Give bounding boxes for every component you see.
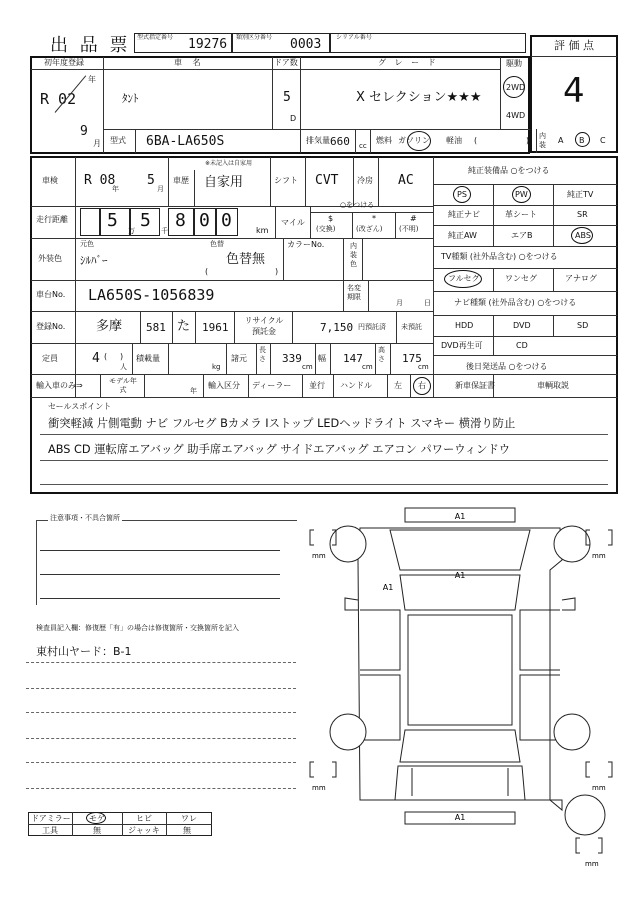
fuel-diesel: 軽油 <box>446 136 462 145</box>
recycle-label: リサイクル預託金 <box>244 316 284 336</box>
recycle-unpaid: 未預託 <box>401 323 422 331</box>
sen-unit: 千 <box>161 227 168 235</box>
spare-wheel <box>565 795 605 835</box>
equip-leather: 革シート <box>505 210 537 219</box>
length-unit: cm <box>302 363 313 371</box>
reg-class: 581 <box>146 321 166 334</box>
handle-label: ハンドル <box>340 381 372 390</box>
history-label: 車歴 <box>173 176 189 185</box>
first-reg-label: 初年度登録 <box>44 58 84 67</box>
car-name: ﾀﾝﾄ <box>122 92 139 105</box>
mm-fr: mm <box>592 552 606 560</box>
reg-no-label: 登録No. <box>36 322 66 331</box>
equip-navi: 純正ナビ <box>448 210 480 219</box>
door-type: D <box>290 114 297 123</box>
mark-windshield: A1 <box>454 571 466 580</box>
grade-value: 4 <box>563 71 585 111</box>
inspection-month-unit: 月 <box>157 185 164 193</box>
drive-label: 駆動 <box>506 59 522 68</box>
mm-rl: mm <box>312 784 326 792</box>
roof <box>408 615 512 725</box>
mileage-digit-3: 0 <box>199 210 210 231</box>
form-title: 出 品 票 <box>50 35 131 56</box>
navi-hdd: HDD <box>455 321 474 330</box>
year-unit: 年 <box>88 75 96 84</box>
tv-fullseg-circle <box>444 270 482 288</box>
chassis-label: 車台No. <box>36 290 66 299</box>
model-no: 19276 <box>188 37 228 52</box>
hood <box>390 530 530 570</box>
shift-value: CVT <box>315 173 339 188</box>
mileage-digit-0: 5 <box>107 210 118 231</box>
right-front-door <box>520 610 560 670</box>
mileage-box-0 <box>80 208 100 236</box>
equip-abs: ABS <box>575 231 591 240</box>
orig-color-label: 元色 <box>80 240 94 248</box>
import-type-label: 輸入区分 <box>208 381 240 390</box>
navi-sd: SD <box>577 321 589 330</box>
tamper-symbol: * <box>372 214 376 223</box>
fuel-gasoline: ガソリン <box>398 136 430 145</box>
model-year-unit: 年 <box>190 387 197 395</box>
shift-label: シフト <box>274 176 298 185</box>
parallel-label: 並行 <box>309 381 325 390</box>
table-tool-value: 無 <box>93 826 101 835</box>
oem-label: 純正装備品 ○をつける <box>468 166 550 175</box>
displacement-label: 排気量 <box>306 136 330 145</box>
interior-a: A <box>558 136 564 145</box>
inspection-label: 車検 <box>42 176 58 185</box>
interior-b: B <box>579 136 585 145</box>
tv-oneseg: ワンセグ <box>505 274 537 283</box>
left-mirror <box>345 598 358 610</box>
interior-b-circle <box>575 132 590 147</box>
equip-aw: 純正AW <box>448 231 477 240</box>
title-expiry-label: 名変期限 <box>347 284 361 301</box>
capacity-paren-close: ) <box>120 352 124 361</box>
km-unit: km <box>256 226 269 235</box>
sales-line-2: ABS CD 運転席エアバッグ 助手席エアバッグ サイドエアバッグ エアコン パワーウィンドウ <box>48 443 511 456</box>
swap-symbol: $ <box>328 214 334 223</box>
category-no: 0003 <box>290 37 322 52</box>
table-tool: 工具 <box>42 826 58 835</box>
spec-label: 諸元 <box>231 354 247 363</box>
sales-line-1: 衝突軽減 片側電動 ナビ フルセグ Bカメラ Iストップ LEDヘッドライト スマキー 横滑り防止 <box>48 417 516 430</box>
navi-dvd-play: DVD再生可 <box>441 341 483 350</box>
inspector-label: 検査員記入欄：修復歴「有」の場合は修復箇所・交換箇所を記入 <box>36 624 239 632</box>
first-reg-era: R 02 <box>40 90 77 108</box>
height-value: 175 <box>402 352 422 365</box>
doors-label: ドア数 <box>274 58 298 67</box>
grade-name: X セレクション★★★ <box>356 90 482 105</box>
grade-name-label: グ レ ー ド <box>378 58 439 67</box>
table-jack: ジャッキ <box>128 826 160 835</box>
car-name-label: 車 名 <box>174 58 205 67</box>
color-no-label: カラーNo. <box>287 240 325 249</box>
width-label: 幅 <box>318 354 326 363</box>
mark-left-front: A1 <box>382 583 394 592</box>
delivery-manual: 車輌取説 <box>537 381 569 390</box>
table-ware: ワレ <box>181 814 197 823</box>
equip-pw-circle <box>512 186 531 203</box>
model-type-label: 型式 <box>110 136 126 145</box>
equip-tv: 純正TV <box>567 190 594 199</box>
right-mirror <box>562 598 575 610</box>
equip-pw: PW <box>515 190 528 199</box>
tv-type-label: TV種類 (社外品含む) ○をつける <box>441 252 558 261</box>
tamper-label: (改ざん) <box>356 225 383 233</box>
chassis-no: LA650S-1056839 <box>88 286 215 304</box>
equip-ps-circle <box>453 186 471 203</box>
orig-color: ｼﾙﾊﾞｰ <box>80 254 108 267</box>
wheel-rear-left <box>330 714 366 750</box>
unknown-label: (不明) <box>399 225 419 233</box>
capacity-paren-open: ( <box>104 352 108 361</box>
wheel-front-left <box>330 526 366 562</box>
repaint-paren-open: ( <box>205 267 209 276</box>
fuel-circle <box>407 131 431 151</box>
tv-analog: アナログ <box>565 274 597 283</box>
inspection-year-unit: 年 <box>112 185 119 193</box>
mile-label: マイル <box>281 218 305 227</box>
load-label: 積載量 <box>136 354 160 363</box>
left-label: 左 <box>394 381 402 390</box>
serial-label: シリアル番号 <box>336 34 372 41</box>
right-label: 右 <box>418 381 426 390</box>
equip-sr: SR <box>577 210 588 219</box>
height-unit: cm <box>418 363 429 371</box>
inspection-month: 5 <box>147 173 155 188</box>
navi-type-label: ナビ種類 (社外品含む) ○をつける <box>454 298 577 307</box>
fuel-paren-open: ( <box>474 136 478 145</box>
person-unit: 人 <box>120 363 127 371</box>
left-front-door <box>360 610 400 670</box>
length-value: 339 <box>282 352 302 365</box>
table-hibi: ヒビ <box>136 814 152 823</box>
car-damage-diagram <box>300 500 630 900</box>
model-no-label: 型式指定番号 <box>137 34 174 41</box>
table-moge: モゲ <box>89 814 105 823</box>
mm-rr: mm <box>592 784 606 792</box>
mileage-label: 走行距離 <box>36 215 68 224</box>
fuel-paren-close: ) <box>526 136 530 145</box>
history-note: ※未記入は自家用 <box>205 160 253 167</box>
fuel-label: 燃料 <box>376 136 392 145</box>
unknown-symbol: # <box>410 214 417 223</box>
ac-value: AC <box>398 173 414 188</box>
recycle-amount: 7,150 <box>320 321 354 334</box>
category-label: 類別区分番号 <box>236 34 273 41</box>
equip-ps: PS <box>457 190 467 199</box>
width-value: 147 <box>343 352 363 365</box>
width-unit: cm <box>362 363 373 371</box>
wheel-front-right <box>554 526 590 562</box>
wheel-rear-right <box>554 714 590 750</box>
height-label: 高さ <box>378 346 385 363</box>
model-year-label: モデル年式 <box>109 377 137 394</box>
repaint-paren-close: ) <box>275 267 279 276</box>
mileage-digit-2: 8 <box>175 210 186 231</box>
reg-number: 1961 <box>202 321 229 334</box>
displacement: 660 <box>330 135 350 148</box>
windshield <box>400 575 520 610</box>
drive-2wd-circle <box>503 76 525 98</box>
repaint-label: 色替 <box>210 240 224 248</box>
man-unit: 万 <box>128 227 135 235</box>
caution-label: 注意事項・不具合箇所 <box>50 514 120 522</box>
interior-c: C <box>600 136 606 145</box>
kg-unit: kg <box>212 363 221 371</box>
caution-box <box>36 520 297 605</box>
table-moge-circle <box>86 812 106 824</box>
inspector-note: 東村山ヤード：B-1 <box>36 645 132 658</box>
grade-label: 評 価 点 <box>554 39 594 52</box>
mark-front: A1 <box>454 512 466 521</box>
swap-label: (交換) <box>316 225 336 233</box>
length-label: 長さ <box>259 346 266 363</box>
inspection-date: R 08 <box>84 173 116 188</box>
reg-kana: た <box>177 319 191 334</box>
dealer-label: ディーラー <box>252 381 292 390</box>
table-mirror: ドアミラー <box>31 814 71 823</box>
history-value: 自家用 <box>204 175 244 190</box>
equip-abs-circle <box>571 227 593 244</box>
tv-fullseg: フルセグ <box>448 274 480 283</box>
delivery-warranty: 新車保証書 <box>455 381 495 390</box>
repaint-value: 色替無 <box>226 252 266 267</box>
import-label: 輸入車のみ⇒ <box>36 381 83 390</box>
navi-cd: CD <box>516 341 528 350</box>
tailgate-hinge <box>412 768 508 796</box>
title-expiry-day: 日 <box>424 299 431 307</box>
interior-color-label: 内装色 <box>350 242 357 268</box>
tailgate <box>395 766 525 800</box>
capacity-label: 定員 <box>42 354 58 363</box>
table-jack-value: 無 <box>183 826 191 835</box>
mileage-digit-4: 0 <box>221 210 232 231</box>
right-circle <box>413 377 431 395</box>
rear-window <box>400 730 520 762</box>
mm-fl: mm <box>312 552 326 560</box>
first-reg-month: 9 <box>80 124 88 139</box>
model-type: 6BA-LA650S <box>146 134 225 149</box>
sales-label: セールスポイント <box>48 402 112 411</box>
ac-label: 冷房 <box>357 176 373 185</box>
doors-value: 5 <box>283 90 291 105</box>
capacity-value: 4 <box>92 351 100 366</box>
delivery-label: 後日発送品 ○をつける <box>466 362 548 371</box>
month-unit: 月 <box>93 139 101 148</box>
mark-rear: A1 <box>454 813 466 822</box>
mileage-digit-1: 5 <box>140 210 151 231</box>
interior-label: 内装 <box>539 132 546 149</box>
drive-2wd: 2WD <box>506 83 526 92</box>
navi-dvd: DVD <box>513 321 531 330</box>
exterior-color-label: 外装色 <box>38 254 62 263</box>
title-expiry-month: 月 <box>396 299 403 307</box>
mm-spare: mm <box>585 860 599 868</box>
mileage-circle-note: ○をつける <box>340 201 375 209</box>
equip-airbag: エアB <box>511 231 533 240</box>
drive-4wd: 4WD <box>506 111 526 120</box>
recycle-paid: 円預託済 <box>358 323 386 331</box>
displacement-unit: cc <box>359 142 367 150</box>
reg-area: 多摩 <box>96 319 123 334</box>
